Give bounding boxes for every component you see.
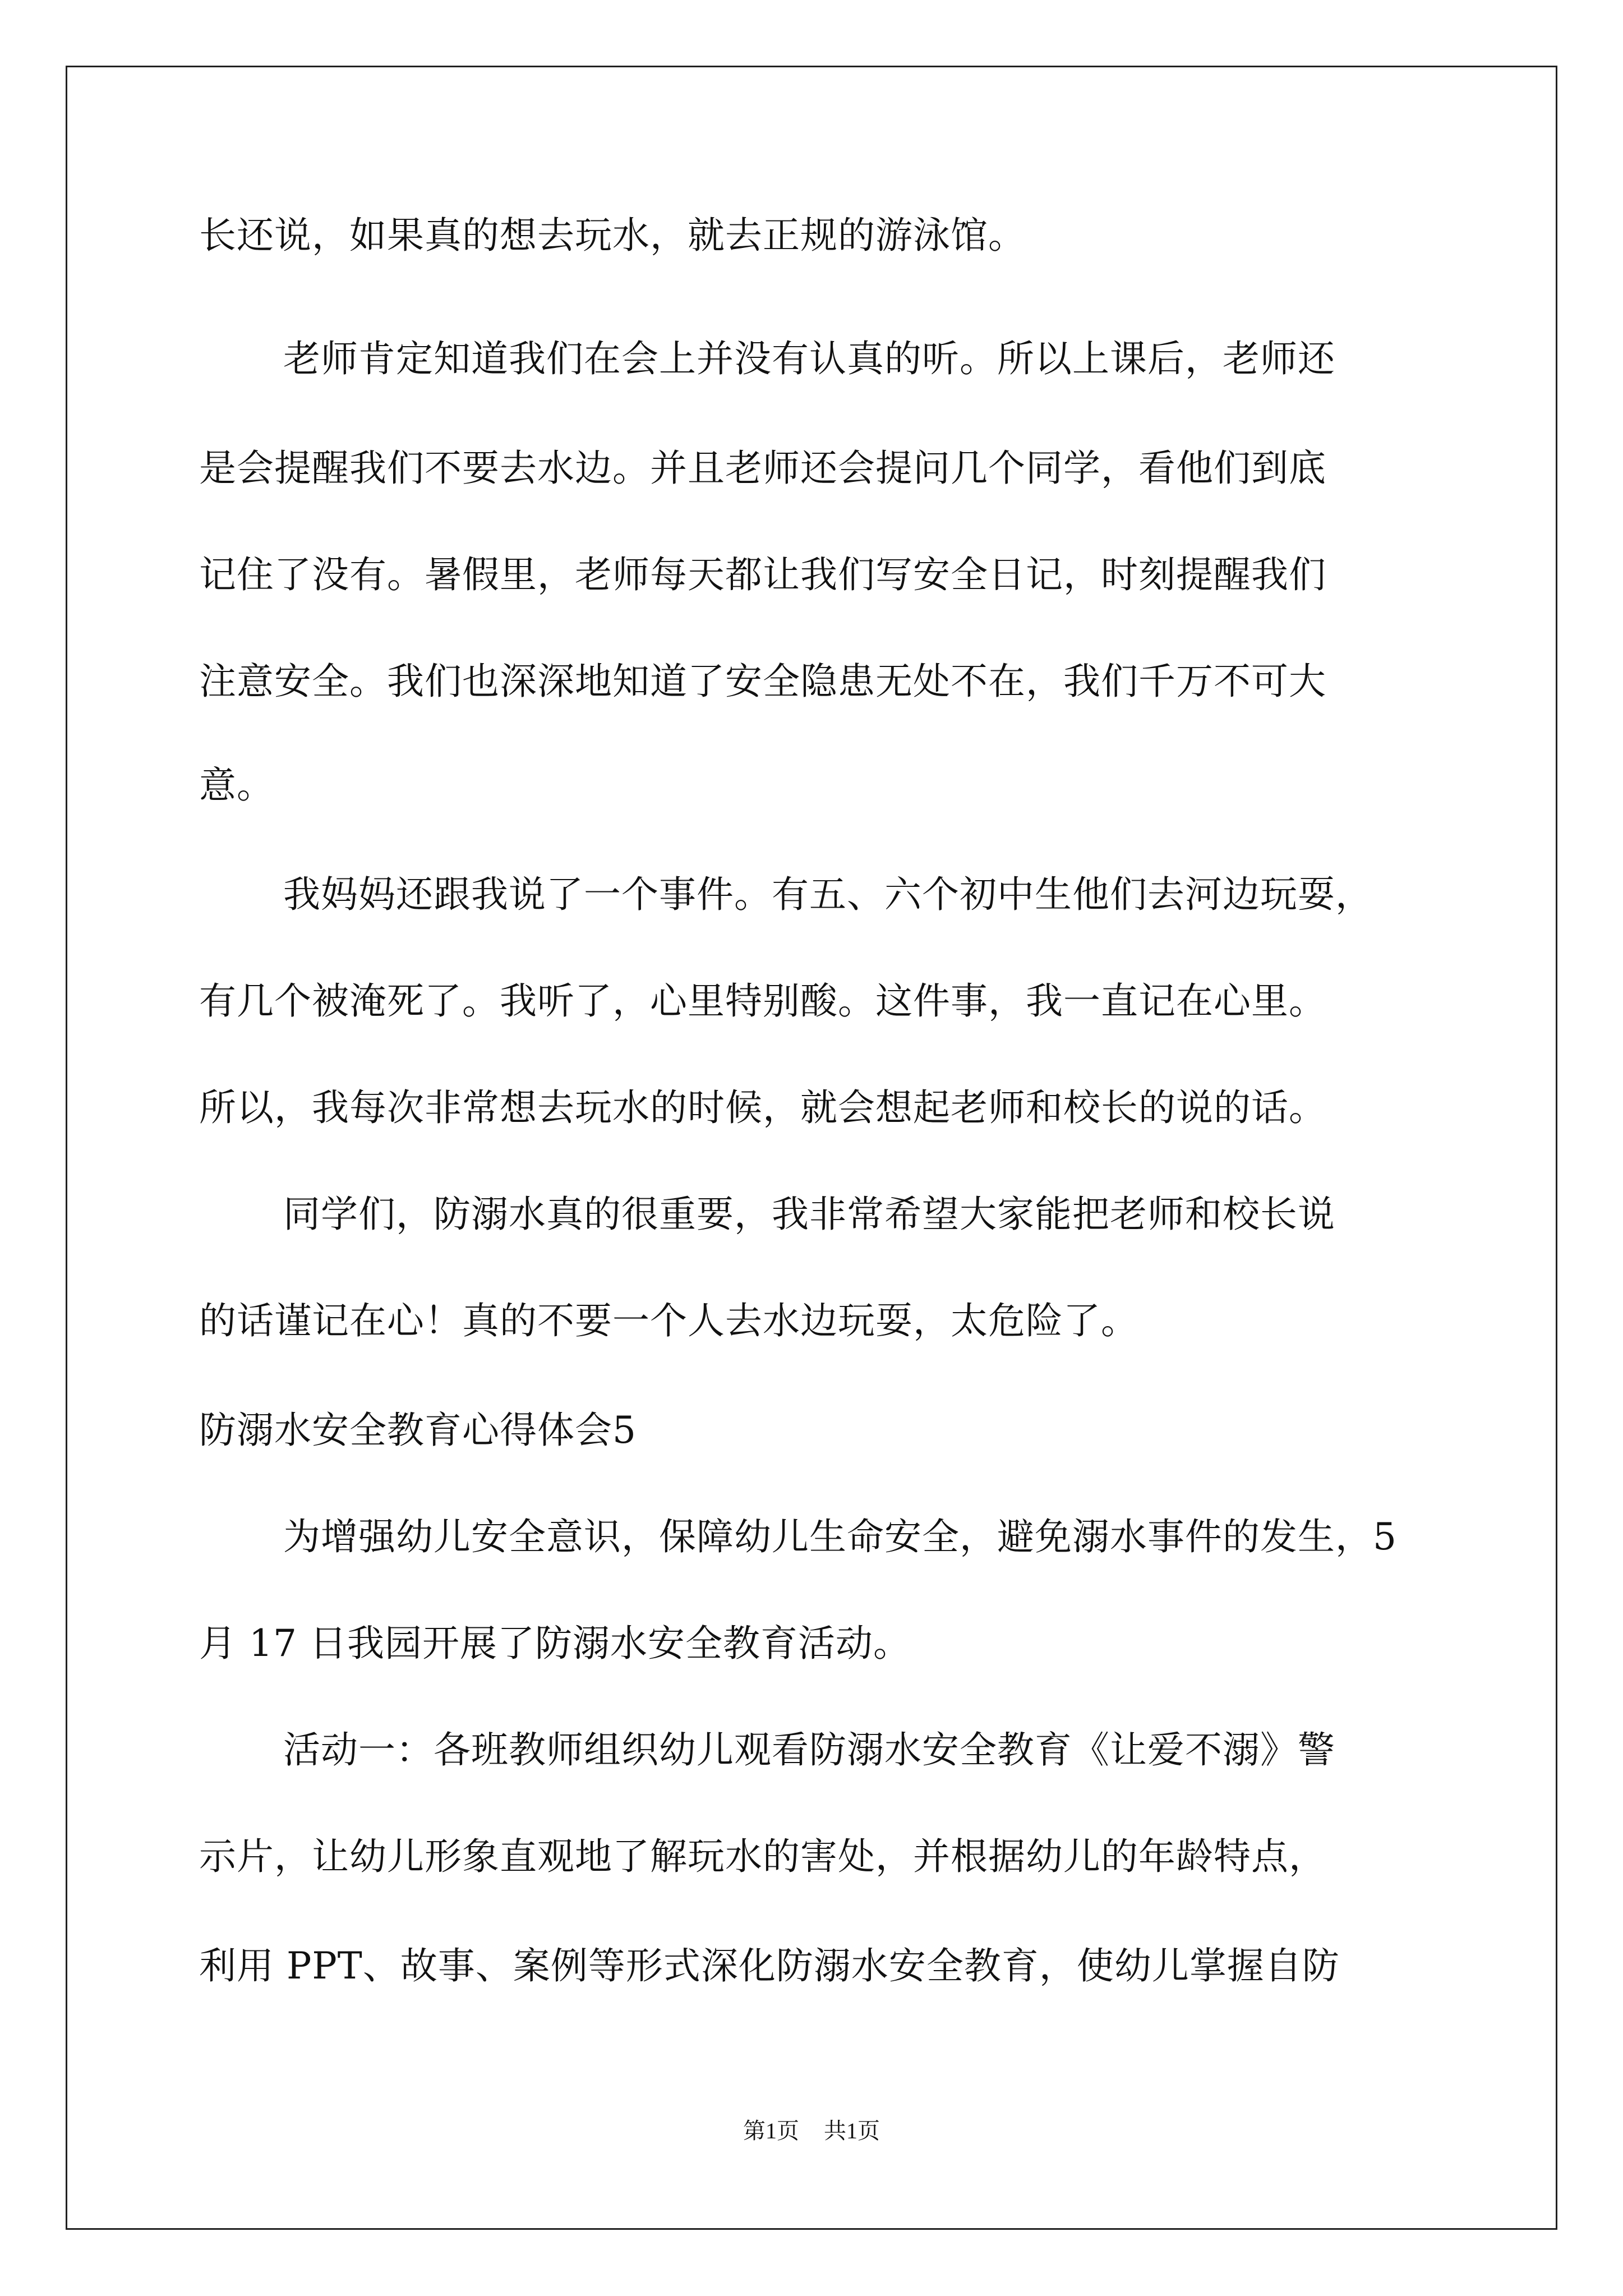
page-total: 共1页: [824, 2118, 880, 2143]
paragraph-line: 长还说，如果真的想去玩水，就去正规的游泳馆。: [199, 214, 1026, 257]
page-number: 第1页: [743, 2118, 799, 2143]
section-heading: 防溺水安全教育心得体会5: [199, 1409, 637, 1452]
paragraph-line: 同学们，防溺水真的很重要，我非常希望大家能把老师和校长说: [283, 1193, 1335, 1236]
paragraph-line: 注意安全。我们也深深地知道了安全隐患无处不在，我们千万不可大: [199, 660, 1326, 703]
paragraph-line: 有几个被淹死了。我听了，心里特别酸。这件事，我一直记在心里。: [199, 979, 1326, 1023]
paragraph-line: 是会提醒我们不要去水边。并且老师还会提问几个同学，看他们到底: [199, 447, 1326, 490]
paragraph-line: 活动一：各班教师组织幼儿观看防溺水安全教育《让爱不溺》警: [283, 1728, 1335, 1772]
paragraph-line: 示片，让幼儿形象直观地了解玩水的害处，并根据幼儿的年龄特点，: [199, 1835, 1326, 1878]
paragraph-line: 为增强幼儿安全意识，保障幼儿生命安全，避免溺水事件的发生，5: [283, 1515, 1397, 1558]
paragraph-line: 月 17 日我园开展了防溺水安全教育活动。: [199, 1622, 911, 1665]
page-border: [66, 66, 1557, 2230]
paragraph-line: 的话谨记在心！真的不要一个人去水边玩耍，太危险了。: [199, 1299, 1138, 1342]
paragraph-line: 我妈妈还跟我说了一个事件。有五、六个初中生他们去河边玩耍，: [283, 873, 1373, 916]
page-footer: [0, 2117, 1623, 2145]
paragraph-line: 所以，我每次非常想去玩水的时候，就会想起老师和校长的说的话。: [199, 1086, 1326, 1129]
paragraph-line: 利用 PPT、故事、案例等形式深化防溺水安全教育，使幼儿掌握自防: [199, 1944, 1340, 1987]
paragraph-line: 老师肯定知道我们在会上并没有认真的听。所以上课后，老师还: [283, 337, 1335, 380]
paragraph-line: 意。: [199, 763, 274, 807]
paragraph-line: 记住了没有。暑假里，老师每天都让我们写安全日记，时刻提醒我们: [199, 553, 1326, 596]
